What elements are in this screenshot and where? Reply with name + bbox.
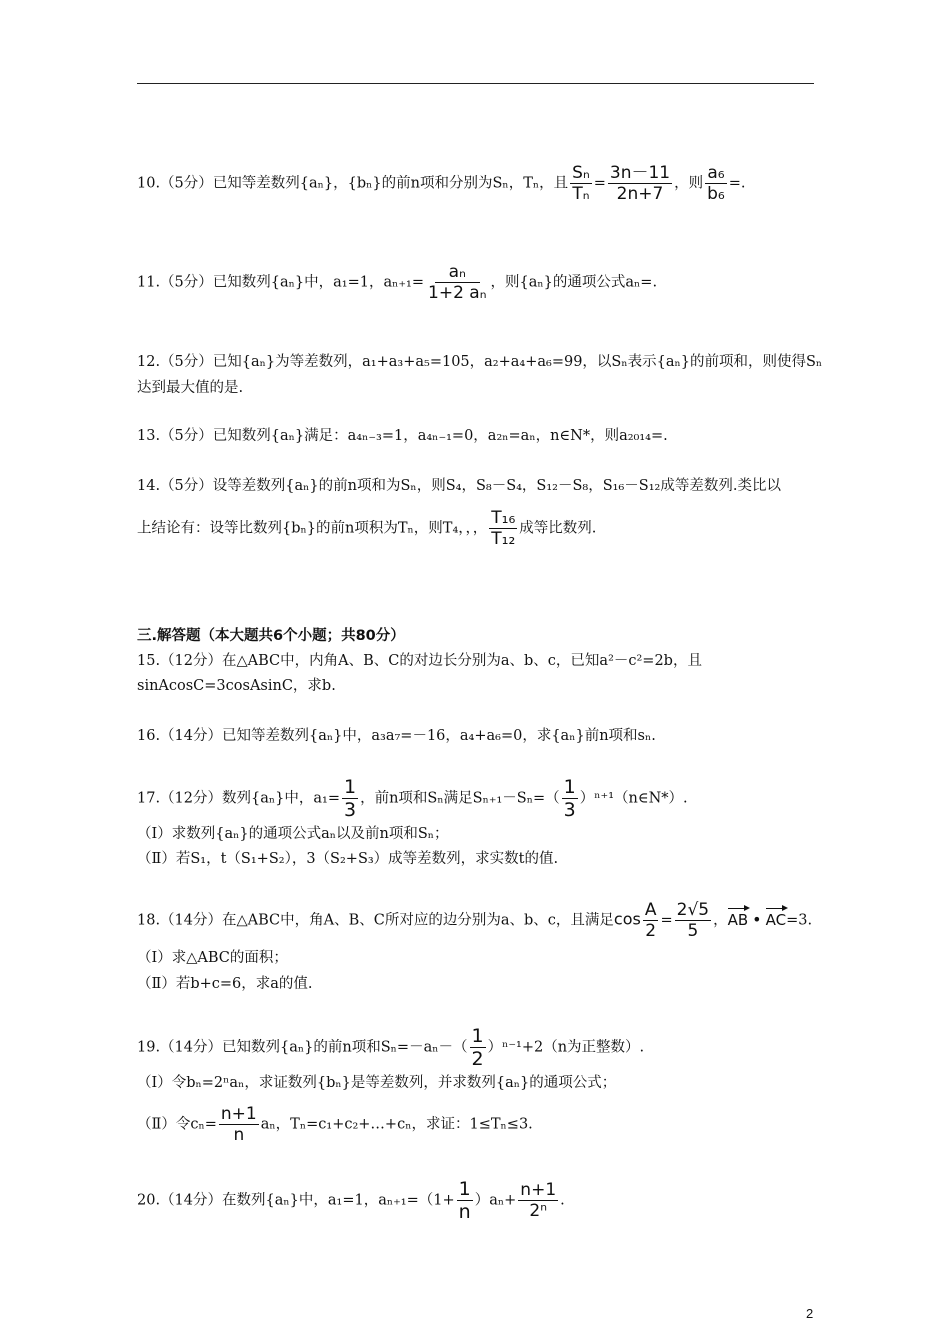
- q18-f1-den: 2: [645, 921, 657, 941]
- q10-f2-num: 3n－11: [609, 163, 671, 183]
- question-11: [137, 262, 657, 303]
- q20-text-a: 20.（14分）在数列{aₙ}中，a₁=1，aₙ₊₁=（1+: [137, 1192, 455, 1209]
- q17-fraction-base: [562, 776, 578, 821]
- q10-f2-den: 2n+7: [616, 184, 664, 204]
- q19-part2-text-b: aₙ，Tₙ=c₁+c₂+…+cₙ，求证：1≤Tₙ≤3.: [260, 1116, 533, 1133]
- q10-f1-num: Sₙ: [572, 163, 590, 183]
- question-17: [137, 776, 688, 821]
- question-19: [137, 1025, 644, 1070]
- q18-text-c: =3.: [786, 912, 813, 929]
- header-rule: [137, 83, 814, 84]
- q18-fraction-half-angle: [643, 900, 659, 941]
- q19-text-b: ）ⁿ⁻¹+2（n为正整数）.: [487, 1039, 645, 1056]
- q11-text-a: 11.（5分）已知数列{aₙ}中，a₁=1，aₙ₊₁=: [137, 274, 425, 291]
- q10-fraction-ratio: [608, 163, 672, 204]
- q18-text-b: ，: [713, 912, 728, 929]
- q17-text-a: 17.（12分）数列{aₙ}中，a₁=: [137, 790, 340, 807]
- q10-text-c: =.: [728, 175, 746, 192]
- question-14-line-2: [137, 508, 596, 549]
- q20-fraction-1-over-n: [457, 1178, 473, 1223]
- page-number: 2: [806, 1306, 814, 1321]
- q20-f2-den: 2ⁿ: [529, 1201, 548, 1221]
- q10-f1-den: Tₙ: [572, 184, 590, 204]
- q19-pf-num: n+1: [220, 1104, 257, 1124]
- q20-f1-den: n: [458, 1201, 471, 1223]
- q18-eq: =: [660, 912, 673, 929]
- q17-text-c: ）ⁿ⁺¹（n∈N*）.: [579, 790, 688, 807]
- q10-f3-den: b₆: [707, 184, 725, 204]
- question-12-line-2: 达到最大值的是.: [137, 380, 244, 396]
- question-17-part-1: （Ⅰ）求数列{aₙ}的通项公式aₙ以及前n项和Sₙ；: [137, 826, 449, 842]
- q11-text-b: ，则{aₙ}的通项公式aₙ=.: [490, 274, 658, 291]
- question-12-line-1: 12.（5分）已知{aₙ}为等差数列，a₁+a₃+a₅=105，a₂+a₄+a₆=99，以Sₙ表示{aₙ}的前项和，则使得Sₙ: [137, 354, 823, 370]
- q20-f1-num: 1: [458, 1178, 471, 1200]
- question-13: 13.（5分）已知数列{aₙ}满足：a₄ₙ₋₃=1，a₄ₙ₋₁=0，a₂ₙ=aₙ，n∈N*，则a₂₀₁₄=.: [137, 428, 668, 444]
- q19-f-den: 2: [471, 1048, 484, 1070]
- q17-f2-num: 1: [563, 776, 576, 798]
- q17-f2-den: 3: [563, 799, 576, 821]
- q20-text-c: .: [560, 1192, 565, 1209]
- q14-text-a: 上结论有：设等比数列{bₙ}的前n项积为Tₙ，则T₄，，，: [137, 520, 488, 537]
- q14-f-den: T₁₂: [491, 529, 516, 549]
- q19-part2-text-a: （Ⅱ）令cₙ=: [137, 1116, 217, 1133]
- q17-text-b: ，前n项和Sₙ满足Sₙ₊₁－Sₙ=（: [360, 790, 560, 807]
- question-19-part-2: [137, 1104, 533, 1145]
- section-3-heading: 三.解答题（本大题共6个小题；共80分）: [137, 628, 405, 644]
- q10-f3-num: a₆: [707, 163, 725, 183]
- q18-f1-num: A: [644, 900, 657, 920]
- q20-fraction-n1-over-2n: [518, 1180, 558, 1221]
- q18-vector-ab: AB: [728, 906, 749, 930]
- q18-dot: •: [752, 909, 762, 929]
- q11-f-num: aₙ: [435, 262, 480, 283]
- question-15-line-1: 15.（12分）在△ABC中，内角A、B、C的对边长分别为a、b、c，已知a²－c²=2b，且: [137, 653, 702, 669]
- q19-text-a: 19.（14分）已知数列{aₙ}的前n项和Sₙ=－aₙ－（: [137, 1039, 468, 1056]
- q14-fraction: [489, 508, 517, 549]
- q14-f-num: T₁₆: [491, 508, 516, 528]
- q10-text-b: ，则: [674, 175, 704, 192]
- q18-text-a: 18.（14分）在△ABC中，角A、B、C所对应的边分别为a、b、c，且满足: [137, 912, 614, 929]
- question-10: [137, 163, 746, 204]
- question-16: 16.（14分）已知等差数列{aₙ}中，a₃a₇=－16，a₄+a₆=0，求{aₙ}前n项和sₙ.: [137, 728, 656, 744]
- question-18-part-1: （Ⅰ）求△ABC的面积；: [137, 950, 288, 966]
- q18-fraction-value: [675, 900, 711, 941]
- q18-vector-ac: AC: [766, 906, 786, 930]
- question-14-line-1: 14.（5分）设等差数列{aₙ}的前n项和为Sₙ，则S₄，S₈－S₄，S₁₂－S₈，S₁₆－S₁₂成等差数列.类比以: [137, 478, 781, 494]
- question-18-part-2: （Ⅱ）若b+c=6，求a的值.: [137, 976, 313, 992]
- question-18: [137, 900, 812, 941]
- question-17-part-2: （Ⅱ）若S₁，t（S₁+S₂），3（S₂+S₃）成等差数列，求实数t的值.: [137, 851, 559, 867]
- q10-eq: =: [593, 175, 606, 192]
- q10-fraction-s-over-t: [570, 163, 592, 204]
- question-19-part-1: （Ⅰ）令bₙ=2ⁿaₙ，求证数列{bₙ}是等差数列，并求数列{aₙ}的通项公式；: [137, 1075, 617, 1091]
- q20-text-b: ）aₙ+: [474, 1192, 517, 1209]
- q10-fraction-a6-b6: [705, 163, 727, 204]
- q10-text-a: 10.（5分）已知等差数列{aₙ}，{bₙ}的前n项和分别为Sₙ，Tₙ，且: [137, 175, 569, 192]
- q11-f-den: 1+2 aₙ: [428, 283, 487, 303]
- q19-pf-den: n: [233, 1125, 245, 1145]
- question-15-line-2: sinAcosC=3cosAsinC，求b.: [137, 678, 336, 694]
- q17-fraction-a1: [342, 776, 358, 821]
- q19-f-num: 1: [471, 1025, 484, 1047]
- q19-fraction-c: [219, 1104, 259, 1145]
- q18-cos: cos: [613, 909, 641, 929]
- q18-f2-num: 2√5: [676, 900, 710, 920]
- q20-f2-num: n+1: [520, 1180, 557, 1200]
- q19-fraction: [470, 1025, 486, 1070]
- q14-text-b: 成等比数列.: [519, 520, 597, 537]
- q11-fraction: [426, 262, 488, 303]
- q18-f2-den: 5: [687, 921, 699, 941]
- q17-f1-num: 1: [344, 776, 357, 798]
- question-20: [137, 1178, 565, 1223]
- q17-f1-den: 3: [344, 799, 357, 821]
